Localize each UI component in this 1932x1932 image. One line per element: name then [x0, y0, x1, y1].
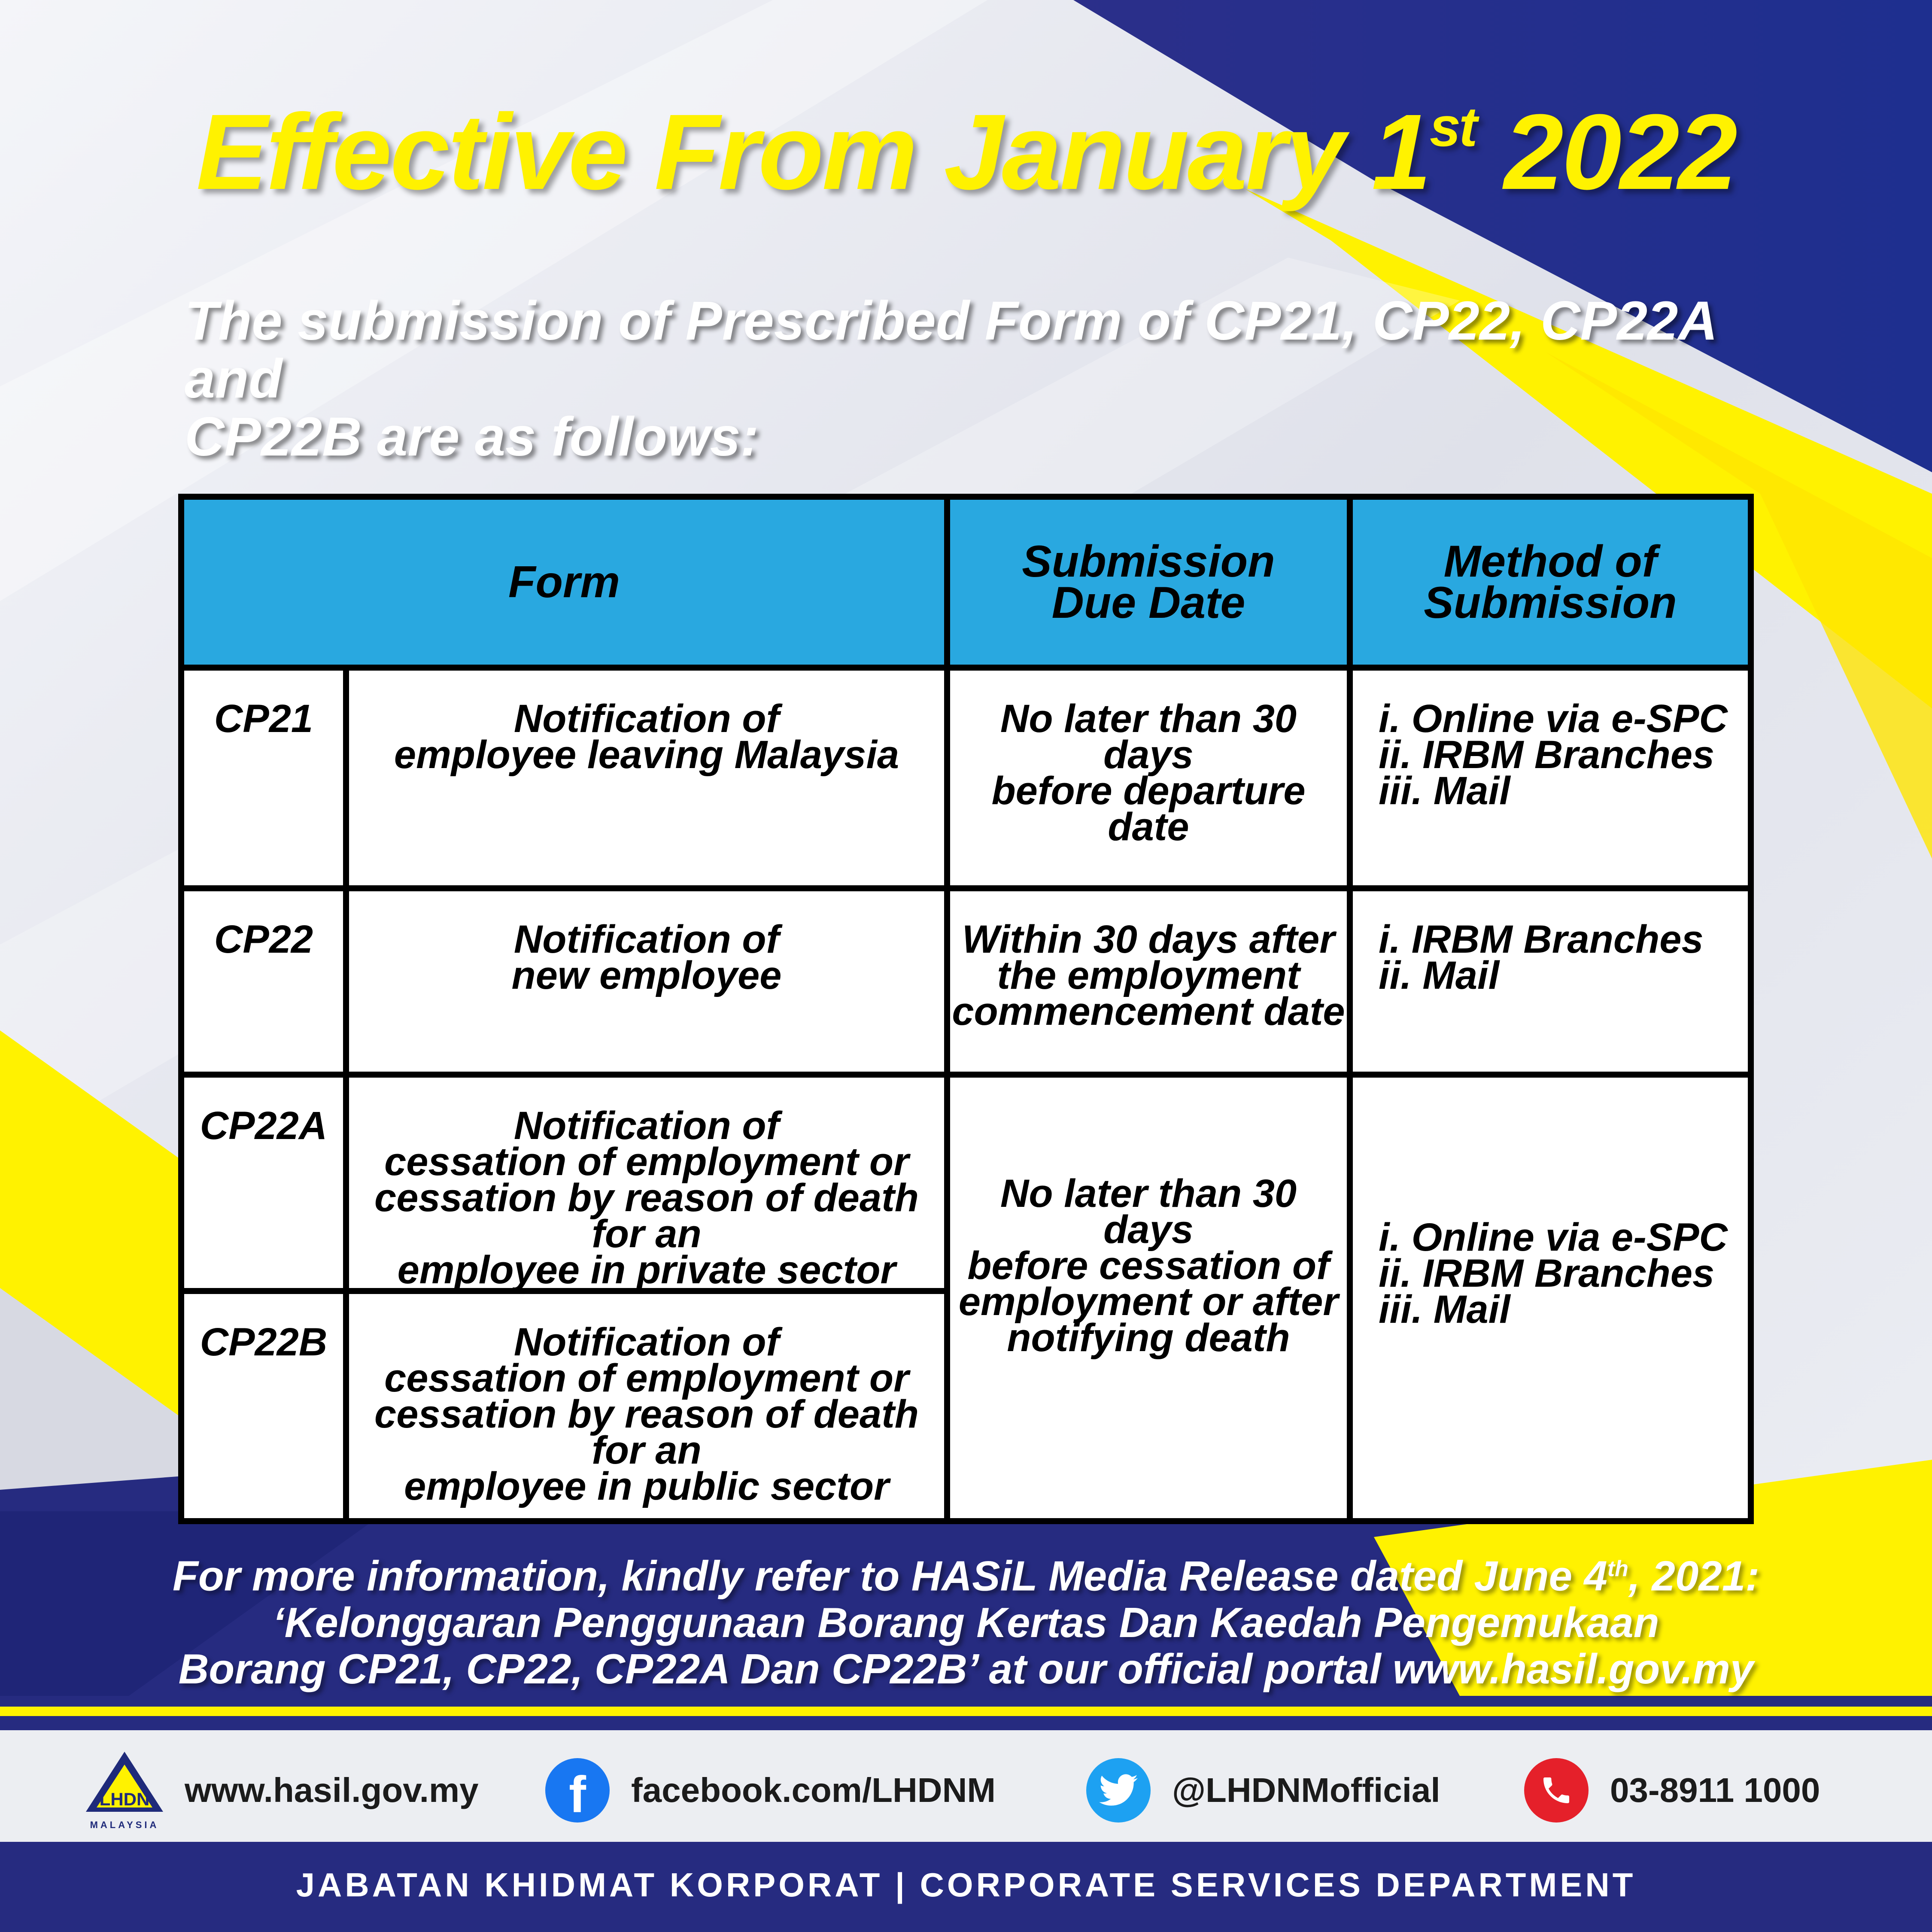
- phone-number[interactable]: 03-8911 1000: [1610, 1771, 1820, 1809]
- form-code-cp22b: CP22B: [184, 1294, 343, 1518]
- due-date-cp22a-cp22b: No later than 30 days before cessation of employment or after notifying death: [950, 1078, 1347, 1518]
- header-form: Form: [184, 500, 944, 665]
- contact-website[interactable]: [82, 1739, 479, 1842]
- facebook-icon: f: [545, 1758, 610, 1823]
- website-link[interactable]: www.hasil.gov.my: [185, 1771, 479, 1809]
- form-desc-cp21: Notification of employee leaving Malaysia: [349, 671, 944, 885]
- phone-icon: [1524, 1758, 1589, 1823]
- header-due-date: Submission Due Date: [950, 500, 1347, 665]
- form-desc-cp22: Notification of new employee: [349, 891, 944, 1072]
- form-desc-cp22b: Notification of cessation of employment or cessation by reason of death for an employee in public sector: [349, 1294, 944, 1518]
- twitter-icon: [1086, 1758, 1151, 1823]
- method-cp22: i. IRBM Branches ii. Mail: [1353, 891, 1748, 1072]
- form-desc-cp22a: Notification of cessation of employment or cessation by reason of death for an employee in private sector: [349, 1078, 944, 1288]
- header-method: Method of Submission: [1353, 500, 1748, 665]
- twitter-handle[interactable]: @LHDNMofficial: [1172, 1771, 1440, 1809]
- subtitle: The submission of Prescribed Form of CP21, CP22, CP22A and CP22B are as follows:: [185, 290, 1716, 468]
- form-code-cp22a: CP22A: [184, 1078, 343, 1288]
- department-footer: JABATAN KHIDMAT KORPORAT | CORPORATE SERVICES DEPARTMENT: [296, 1866, 1636, 1904]
- method-cp21: i. Online via e-SPC ii. IRBM Branches iii. Mail: [1353, 671, 1748, 885]
- svg-text:LHDN: LHDN: [99, 1789, 150, 1809]
- contact-facebook[interactable]: [545, 1739, 996, 1842]
- lhdn-logo: LHDN MALAYSIA: [82, 1747, 167, 1833]
- form-code-cp22: CP22: [184, 891, 343, 1072]
- contact-phone[interactable]: [1524, 1739, 1820, 1842]
- due-date-cp21: No later than 30 days before departure date: [950, 671, 1347, 885]
- form-code-cp21: CP21: [184, 671, 343, 885]
- submission-table: [178, 494, 1754, 1524]
- method-cp22a-cp22b: i. Online via e-SPC ii. IRBM Branches iii. Mail: [1353, 1078, 1748, 1518]
- facebook-link[interactable]: facebook.com/LHDNM: [631, 1771, 996, 1809]
- footnote: For more information, kindly refer to HASiL Media Release dated June 4th, 2021: ‘Kelonggaran Penggunaan Borang Kertas Dan Kaedah Pengemukaan Borang CP21, CP22, CP22A Dan CP22B’ at our official portal www.hasil.gov.my: [172, 1552, 1760, 1692]
- page-title: Effective From January 1st 2022: [196, 92, 1736, 212]
- due-date-cp22: Within 30 days after the employment commencement date: [950, 891, 1347, 1072]
- contact-twitter[interactable]: [1086, 1739, 1440, 1842]
